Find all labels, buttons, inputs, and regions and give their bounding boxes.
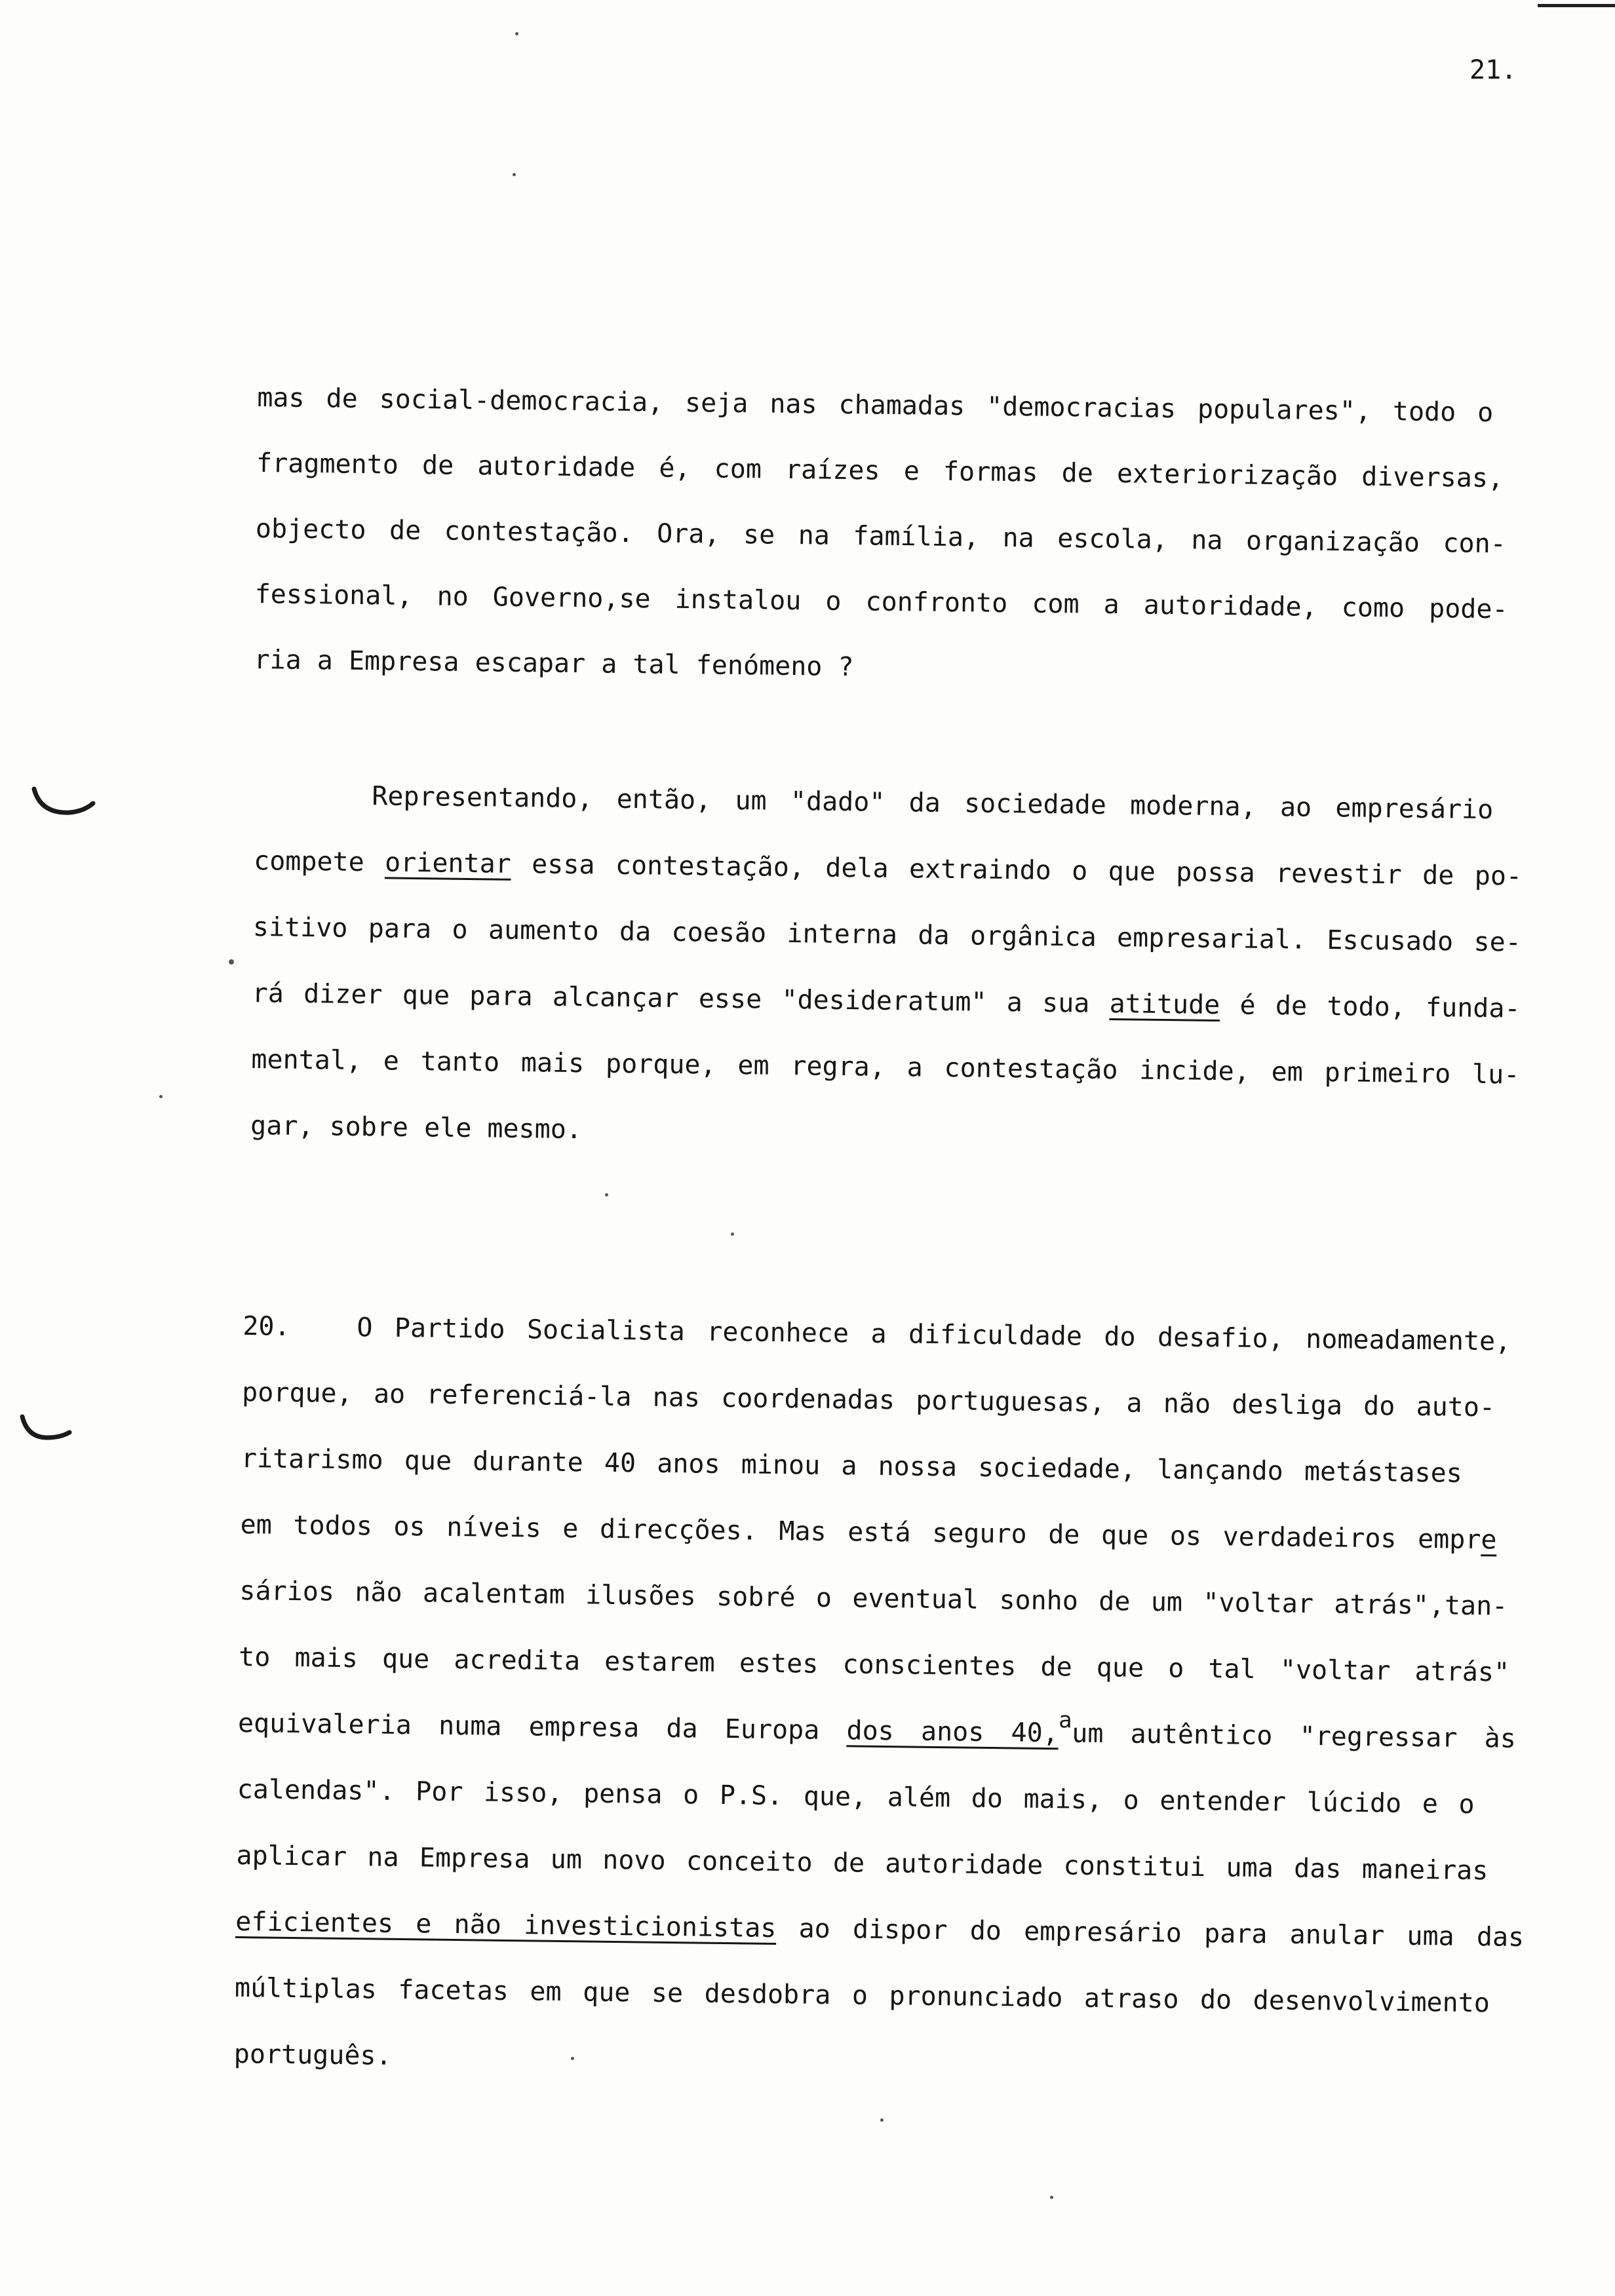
underlined-text: eficientes e não investicionistas [235,1906,777,1944]
text-line: sitivo para o aumento da coesão interna da orgânica empresarial. Escusado se- [252,911,1522,958]
scan-speck [159,1095,163,1098]
text-line: ritarismo que durante 40 anos minou a nossa sociedade, lançando metástases [241,1443,1463,1489]
text-line: gar, sobre ele mesmo. [250,1110,583,1145]
underlined-text: atitude [1109,988,1220,1021]
text-segment: rá dizer que para alcançar esse "desideratum" a sua [252,978,1110,1019]
binding-hole-mark [29,784,101,823]
scan-speck [1050,2196,1053,2199]
text-segment: equivaleria numa empresa da Europa [237,1708,847,1746]
text-segment: um autêntico "regressar às [1072,1718,1517,1754]
underlined-text: dos anos 40, [846,1715,1059,1749]
text-line: to mais que acredita estarem estes conscientes de que o tal "voltar atrás" [238,1641,1510,1688]
text-line: fessional, no Governo,se instalou o confronto com a autoridade, como pode- [254,579,1508,625]
paragraph [254,365,1511,708]
scan-edge-line [1538,4,1615,7]
text-line: calendas". Por isso, pensa o P.S. que, além do mais, o entender lúcido e o [237,1774,1475,1820]
text-line: mental, e tanto mais porque, em regra, a contestação incide, em primeiro lu- [251,1044,1520,1090]
text-line: ria a Empresa escapar a tal fenómeno ? [254,644,854,683]
text-line: sários não acalentam ilusões sobré o eventual sonho de um "voltar atrás",tan- [239,1575,1508,1622]
text-segment: compete [253,845,385,878]
text-line: aplicar na Empresa um novo conceito de autoridade constitui uma das maneiras [236,1840,1489,1886]
scan-speck [515,32,518,35]
text-line: Representando, então, um "dado" da sociedade moderna, ao empresário [372,781,1494,826]
paragraph [250,762,1523,1175]
text-segment: em todos os níveis e direcções. Mas está seguro de que os verdadeiros empr [240,1509,1481,1556]
text-line: fragmento de autoridade é, com raízes e formas de exteriorização diversas, [256,448,1504,494]
text-segment: ao dispor do empresário para anular uma das [776,1913,1525,1953]
binding-hole-mark [17,1410,76,1449]
superscript-text: a [1058,1707,1072,1734]
text-line: mas de social-democracia, seja nas chamadas "democracias populares", todo o [257,382,1494,429]
scan-speck [731,1233,734,1236]
page-number: 21. [1469,55,1517,85]
scan-speck [605,1193,608,1196]
text-line: porque, ao referenciá-la nas coordenadas portuguesas, a não desliga do auto- [241,1377,1496,1423]
scan-speck [229,959,234,965]
scan-speck [880,2118,884,2122]
text-segment: essa contestação, dela extraindo o que possa revestir de po- [511,849,1523,892]
text-segment: é de todo, funda- [1219,990,1521,1024]
underlined-text: e [1481,1525,1497,1556]
scan-speck [513,173,516,176]
text-segment: O Partido Socialista reconhece a dificuldade do desafio, nomeadamente, [357,1312,1511,1357]
section-number: 20. [243,1311,290,1342]
text-line: português. [233,2038,392,2071]
text-line: múltiplas facetas em que se desdobra o pronunciado atraso do desenvolvimento [234,1972,1490,2019]
paragraph [233,1293,1532,2103]
underlined-text: orientar [384,847,512,879]
text-line: objecto de contestação. Ora, se na família, na escola, na organização con- [255,513,1507,560]
